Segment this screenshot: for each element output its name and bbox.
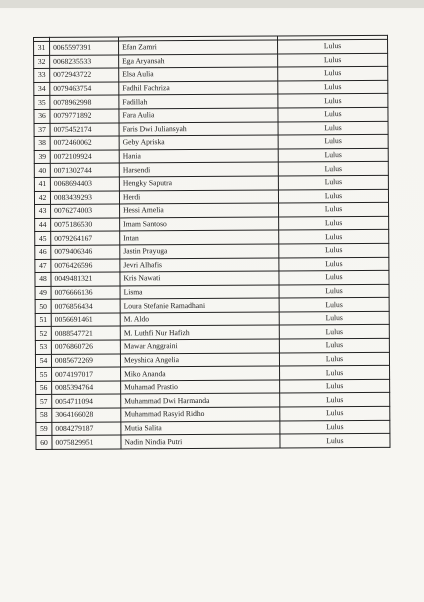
- name-cell: Loura Stefanie Ramadhani: [120, 298, 279, 313]
- row-number: 53: [35, 340, 51, 354]
- name-cell: Jastin Prayuga: [120, 244, 279, 259]
- row-number: 40: [34, 164, 50, 178]
- table-row: [36, 434, 390, 450]
- nisn-cell: 0075829951: [52, 435, 121, 449]
- nisn-cell: 0079406346: [51, 245, 120, 259]
- row-number: 37: [34, 123, 50, 137]
- status-cell: Lulus: [278, 80, 388, 94]
- name-cell: Meyshica Angelia: [120, 353, 279, 368]
- status-cell: Lulus: [278, 162, 388, 176]
- name-cell: Intan: [120, 230, 279, 245]
- row-number: 45: [35, 232, 51, 246]
- status-cell: Lulus: [280, 420, 390, 434]
- status-cell: Lulus: [278, 148, 388, 162]
- nisn-cell: 0083439293: [50, 191, 119, 205]
- name-cell: Hania: [119, 149, 278, 164]
- nisn-cell: 0084279187: [52, 422, 121, 436]
- name-cell: Muhammad Dwi Harmanda: [121, 393, 280, 408]
- row-number: 43: [35, 205, 51, 219]
- name-cell: Herdi: [119, 190, 278, 205]
- row-number: 52: [35, 327, 51, 341]
- row-number: 31: [34, 41, 50, 55]
- status-cell: Lulus: [279, 325, 389, 339]
- row-number: 59: [36, 422, 52, 436]
- nisn-cell: 0049481321: [51, 272, 120, 286]
- row-number: 41: [34, 177, 50, 191]
- nisn-cell: 0065597391: [50, 41, 119, 55]
- name-cell: Imam Santoso: [120, 217, 279, 232]
- nisn-cell: 0076274003: [51, 204, 120, 218]
- scan-top-edge: [0, 0, 424, 8]
- name-cell: Mutia Salita: [121, 421, 280, 436]
- status-cell: Lulus: [278, 175, 388, 189]
- table-body: [34, 35, 391, 449]
- status-cell: Lulus: [278, 53, 388, 67]
- row-number: 54: [35, 354, 51, 368]
- status-cell: Lulus: [278, 134, 388, 148]
- nisn-cell: 0071302744: [50, 163, 119, 177]
- status-cell: Lulus: [279, 257, 389, 271]
- row-number: 33: [34, 69, 50, 83]
- name-cell: M. Luthfi Nur Hafizh: [120, 325, 279, 340]
- nisn-cell: 0079771892: [50, 109, 119, 123]
- nisn-cell: 0068694403: [50, 177, 119, 191]
- row-number: 56: [36, 381, 52, 395]
- row-number: 42: [34, 191, 50, 205]
- row-number: 32: [34, 55, 50, 69]
- name-cell: Mawar Anggraini: [120, 339, 279, 354]
- row-number: 58: [36, 408, 52, 422]
- status-cell: Lulus: [278, 39, 388, 53]
- row-number: 35: [34, 96, 50, 110]
- name-cell: Kris Nawati: [120, 271, 279, 286]
- name-cell: Muhamad Prastio: [121, 380, 280, 395]
- nisn-cell: 0072460062: [50, 136, 119, 150]
- nisn-cell: 0068235533: [50, 55, 119, 69]
- name-cell: Faris Dwi Juliansyah: [119, 122, 278, 137]
- status-cell: Lulus: [280, 406, 390, 420]
- nisn-cell: 0085672269: [51, 354, 120, 368]
- row-number: 39: [34, 150, 50, 164]
- row-number: 38: [34, 137, 50, 151]
- nisn-cell: 0072109924: [50, 150, 119, 164]
- row-number: 34: [34, 82, 50, 96]
- status-cell: Lulus: [278, 107, 388, 121]
- name-cell: Fadillah: [119, 94, 278, 109]
- status-cell: Lulus: [280, 379, 390, 393]
- status-cell: Lulus: [279, 352, 389, 366]
- status-cell: Lulus: [279, 216, 389, 230]
- status-cell: Lulus: [278, 94, 388, 108]
- nisn-cell: 0072943722: [50, 68, 119, 82]
- status-cell: Lulus: [280, 393, 390, 407]
- nisn-cell: 0076856434: [51, 299, 120, 313]
- nisn-cell: 0079264167: [51, 231, 120, 245]
- name-cell: Lisma: [120, 285, 279, 300]
- nisn-cell: 0079463754: [50, 82, 119, 96]
- row-number: 36: [34, 109, 50, 123]
- nisn-cell: 0056691461: [51, 313, 120, 327]
- row-number: 44: [35, 218, 51, 232]
- status-cell: Lulus: [279, 243, 389, 257]
- nisn-cell: 0076860726: [51, 340, 120, 354]
- nisn-cell: 0075452174: [50, 123, 119, 137]
- name-cell: Nadin Nindia Putri: [121, 434, 280, 449]
- row-number: 48: [35, 272, 51, 286]
- nisn-cell: 0078962998: [50, 95, 119, 109]
- nisn-cell: 3064166028: [52, 408, 121, 422]
- row-number: 47: [35, 259, 51, 273]
- name-cell: Ega Aryansah: [119, 54, 278, 69]
- name-cell: Muhammad Rasyid Ridho: [121, 407, 280, 422]
- status-cell: Lulus: [279, 311, 389, 325]
- name-cell: Miko Ananda: [121, 366, 280, 381]
- nisn-cell: 0085394764: [52, 381, 121, 395]
- nisn-cell: 0088547721: [51, 326, 120, 340]
- row-number: 49: [35, 286, 51, 300]
- graduation-table: [33, 35, 391, 450]
- status-cell: Lulus: [279, 284, 389, 298]
- name-cell: Hessi Amelia: [120, 203, 279, 218]
- status-cell: Lulus: [278, 121, 388, 135]
- status-cell: Lulus: [279, 230, 389, 244]
- name-cell: Efan Zamri: [119, 40, 278, 55]
- nisn-cell: 0075186530: [51, 218, 120, 232]
- status-cell: Lulus: [278, 67, 388, 81]
- name-cell: Fara Aulia: [119, 108, 278, 123]
- status-cell: Lulus: [280, 434, 390, 448]
- status-cell: Lulus: [280, 366, 390, 380]
- name-cell: Geby Apriska: [119, 135, 278, 150]
- row-number: 55: [36, 368, 52, 382]
- status-cell: Lulus: [279, 202, 389, 216]
- name-cell: Fadhil Fachriza: [119, 81, 278, 96]
- status-cell: Lulus: [279, 270, 389, 284]
- row-number: 46: [35, 245, 51, 259]
- name-cell: M. Aldo: [120, 312, 279, 327]
- name-cell: Hengky Saputra: [119, 176, 278, 191]
- nisn-cell: 0054711094: [52, 394, 121, 408]
- nisn-cell: 0074197017: [52, 367, 121, 381]
- status-cell: Lulus: [278, 189, 388, 203]
- nisn-cell: 0076426596: [51, 258, 120, 272]
- name-cell: Harsendi: [119, 162, 278, 177]
- status-cell: Lulus: [279, 298, 389, 312]
- row-number: 51: [35, 313, 51, 327]
- name-cell: Jevri Alhafis: [120, 258, 279, 273]
- row-number: 60: [36, 436, 52, 450]
- nisn-cell: 0076666136: [51, 286, 120, 300]
- status-cell: Lulus: [279, 338, 389, 352]
- row-number: 57: [36, 395, 52, 409]
- row-number: 50: [35, 300, 51, 314]
- name-cell: Elsa Aulia: [119, 67, 278, 82]
